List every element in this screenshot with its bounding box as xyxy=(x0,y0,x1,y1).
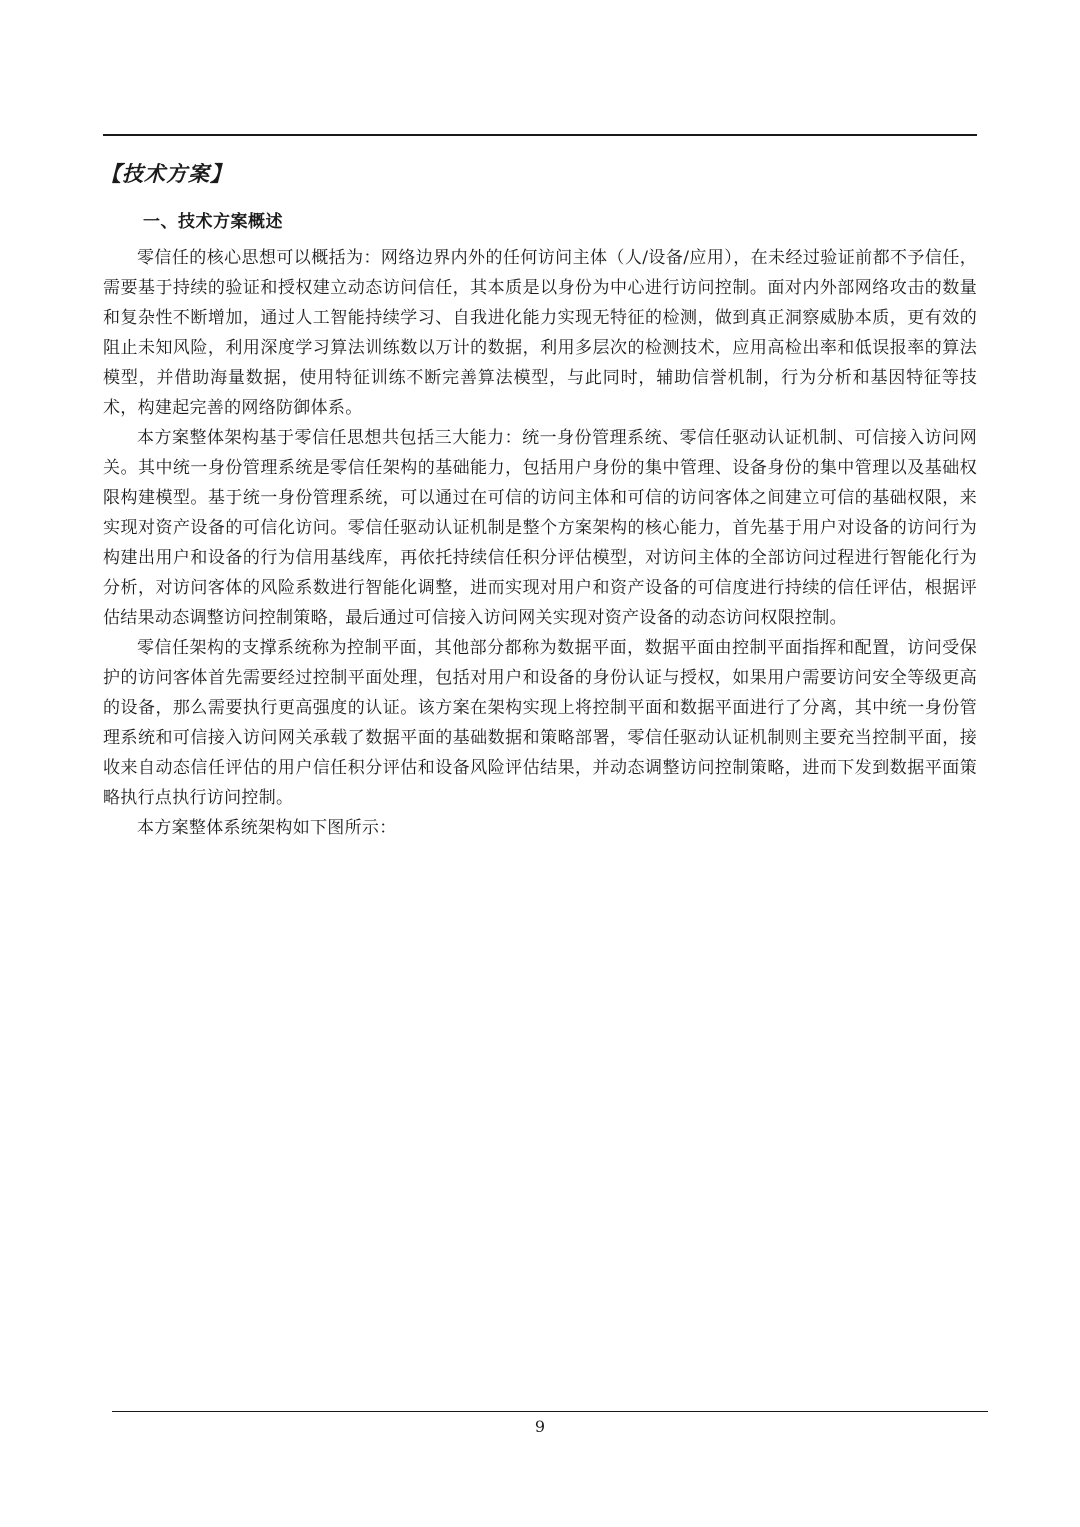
body-text xyxy=(103,243,977,843)
paragraph-figure-intro: 本方案整体系统架构如下图所示： xyxy=(137,818,397,838)
section-title: 【技术方案】 xyxy=(100,161,232,186)
header-rule xyxy=(103,134,977,136)
paragraph-zero-trust-core: 零信任的核心思想可以概括为：网络边界内外的任何访问主体（人/设备/应用），在未经过验证前都不予信任，需要基于持续的验证和授权建立动态访问信任，其本质是以身份为中心进行访问控制。面对内外部网络攻击的数量和复杂性不断增加，通过人工智能持续学习、自我进化能力实现无特征的检测，做到真正洞察威胁本质，更有效的阻止未知风险，利用深度学习算法训练数以万计的数据，利用多层次的检测技术，应用高检出率和低误报率的算法模型，并借助海量数据，使用特征训练不断完善算法模型，与此同时，辅助信誉机制，行为分析和基因特征等技术，构建起完善的网络防御体系。 xyxy=(103,248,977,418)
subsection-title: 一、技术方案概述 xyxy=(143,212,283,232)
footer-rule xyxy=(112,1411,988,1412)
paragraph-overall-architecture: 本方案整体架构基于零信任思想共包括三大能力：统一身份管理系统、零信任驱动认证机制、可信接入访问网关。其中统一身份管理系统是零信任架构的基础能力，包括用户身份的集中管理、设备身份的集中管理以及基础权限构建模型。基于统一身份管理系统，可以通过在可信的访问主体和可信的访问客体之间建立可信的基础权限，来实现对资产设备的可信化访问。零信任驱动认证机制是整个方案架构的核心能力，首先基于用户对设备的访问行为构建出用户和设备的行为信用基线库，再依托持续信任积分评估模型，对访问主体的全部访问过程进行智能化行为分析，对访问客体的风险系数进行智能化调整，进而实现对用户和资产设备的可信度进行持续的信任评估，根据评估结果动态调整访问控制策略，最后通过可信接入访问网关实现对资产设备的动态访问权限控制。 xyxy=(103,428,977,628)
page-number: 9 xyxy=(534,1417,546,1436)
paragraph-control-plane: 零信任架构的支撑系统称为控制平面，其他部分都称为数据平面，数据平面由控制平面指挥和配置，访问受保护的访问客体首先需要经过控制平面处理，包括对用户和设备的身份认证与授权，如果用户需要访问安全等级更高的设备，那么需要执行更高强度的认证。该方案在架构实现上将控制平面和数据平面进行了分离，其中统一身份管理系统和可信接入访问网关承载了数据平面的基础数据和策略部署，零信任驱动认证机制则主要充当控制平面，接收来自动态信任评估的用户信任积分评估和设备风险评估结果，并动态调整访问控制策略，进而下发到数据平面策略执行点执行访问控制。 xyxy=(103,638,977,808)
